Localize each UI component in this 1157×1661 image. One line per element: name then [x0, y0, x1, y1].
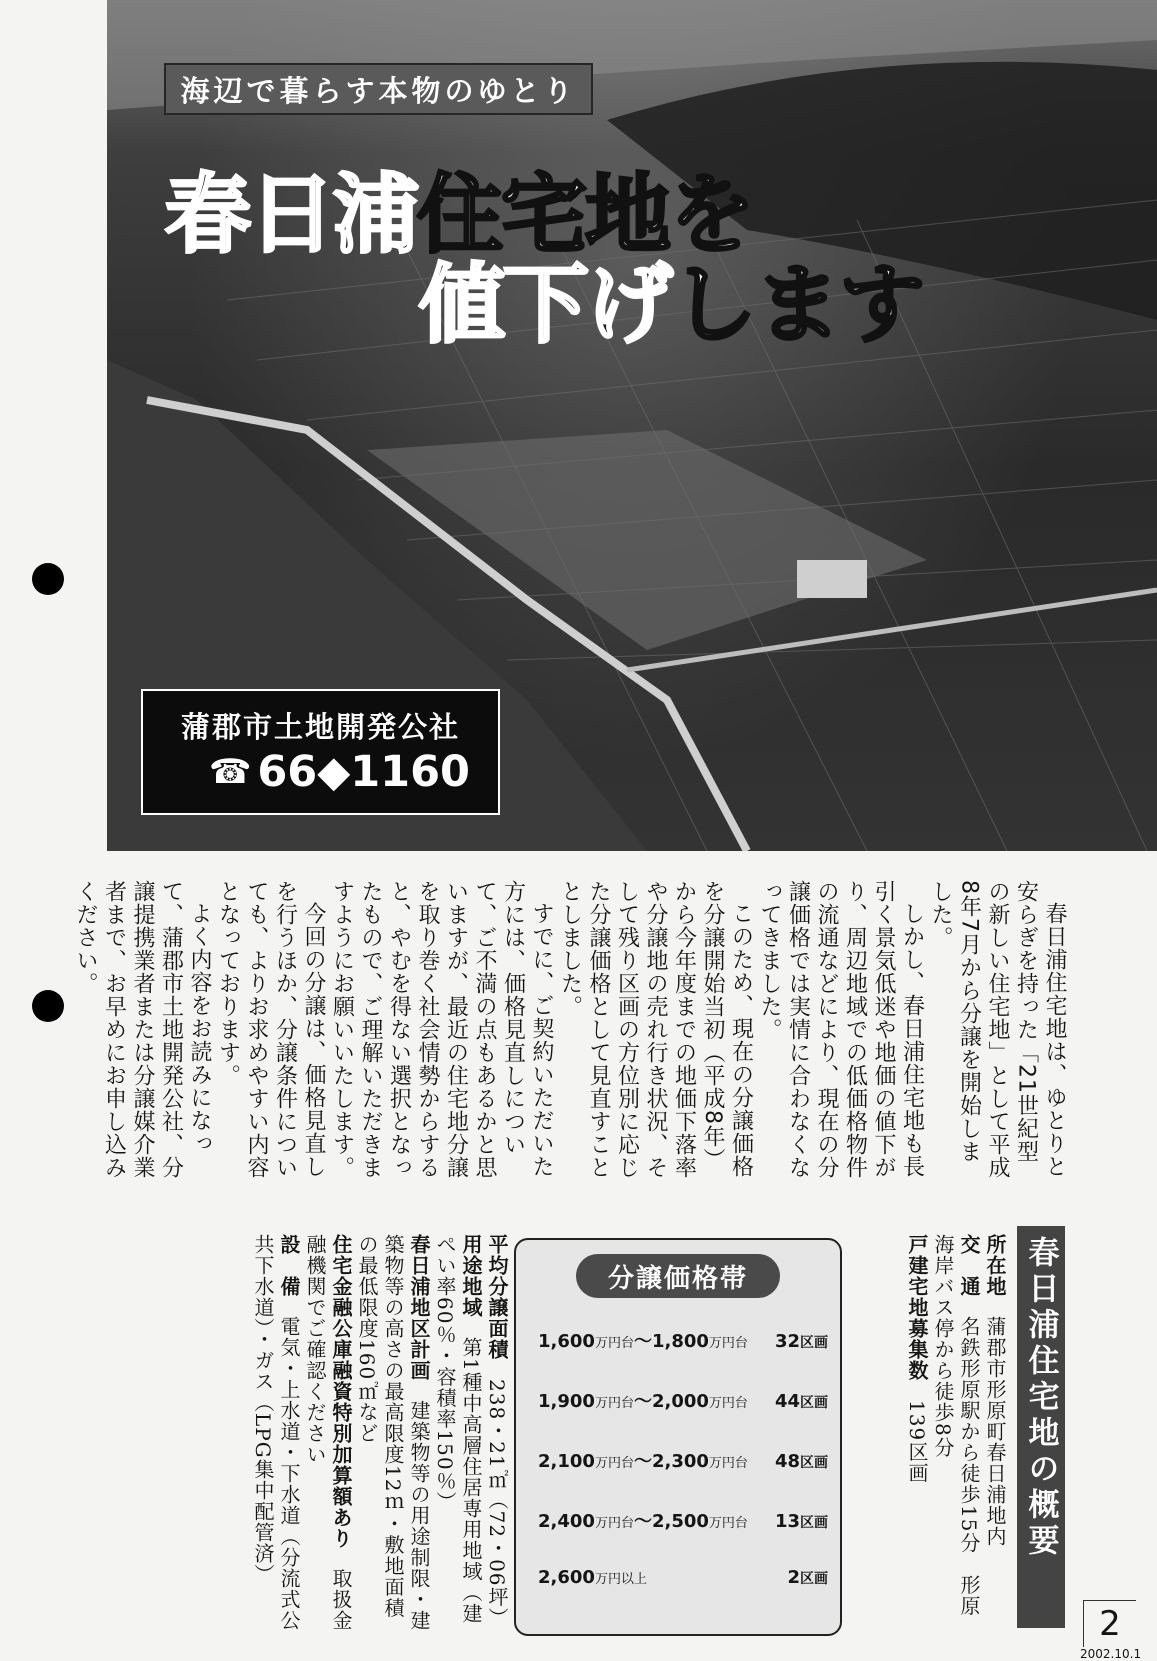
body-paragraph: 春日浦住宅地は、ゆとりと安らぎを持った「21世紀型の新しい住宅地」として平成8年7月から分譲を開始しました。 [928, 880, 1067, 1179]
price-range: 1,900万円台～2,000万円台 [538, 1391, 748, 1412]
overview-item-zoning [432, 1234, 484, 1632]
headline-line-2 [419, 255, 923, 355]
price-range: 1,600万円台～1,800万円台 [538, 1331, 748, 1352]
overview-value: 取扱金融機関でご確認ください [303, 1234, 353, 1632]
overview-item-loan [302, 1234, 354, 1632]
price-box-title: 分譲価格帯 [576, 1254, 780, 1298]
body-paragraph: すでに、ご契約いただいた方には、価格見直しについて、ご不満の点もあるかと思いますが、最近の住宅地分譲を取り巻く社会情勢からすると、やむを得ない選択となったもので、ご理解いただきますようにお願いいたします。 [329, 880, 554, 1179]
headline-line-1 [165, 165, 753, 265]
tagline-banner: 海辺で暮らす本物のゆとり [164, 63, 593, 115]
price-range: 2,600万円以上 [538, 1567, 647, 1588]
overview-label: 戸建宅地募集数 [905, 1234, 929, 1381]
body-paragraph: しかし、春日浦住宅地も長引く景気低迷や地価の値下がり、周辺地域での低価格物件の流通などにより、現在の分譲価格では実情に合わなくなってきました。 [757, 880, 925, 1179]
binder-hole-bottom-icon [32, 990, 64, 1022]
overview-item-location [982, 1234, 1008, 1632]
overview-label: 春日浦地区計画 [407, 1234, 431, 1381]
price-range-box [514, 1238, 842, 1636]
lot-count: 2区画 [787, 1567, 828, 1588]
overview-label: 住宅金融公庫融資特別加算額あり [329, 1234, 353, 1549]
lot-count: 48区画 [774, 1451, 828, 1472]
lot-count: 44区画 [774, 1391, 828, 1412]
overview-title: 春日浦住宅地の概要 [1017, 1226, 1065, 1628]
headline-subject: 住宅地を [417, 165, 753, 265]
overview-value: 名鉄形原駅から徒歩15分 形原海岸バス停から徒歩8分 [931, 1234, 981, 1617]
overview-value: 第1種中高層住居専用地域（建ぺい率60％・容積率150％） [433, 1234, 483, 1625]
overview-label: 所在地 [983, 1234, 1007, 1297]
telephone-number: 66◆1160 [257, 747, 470, 797]
overview-label: 交 通 [957, 1234, 981, 1297]
lot-count: 13区画 [774, 1511, 828, 1532]
issue-date: 2002.10.1 [1080, 1647, 1142, 1661]
binder-hole-top-icon [32, 563, 64, 595]
overview-label: 設 備 [277, 1234, 301, 1297]
overview-item-lots [904, 1234, 930, 1632]
contact-box [141, 689, 500, 815]
headline-place: 春日浦 [165, 165, 417, 265]
overview-value: 139区画 [905, 1400, 929, 1484]
hero-photo [107, 0, 1157, 851]
price-row [538, 1327, 828, 1357]
headline-ending: します [671, 255, 923, 355]
overview-item-access [930, 1234, 982, 1632]
apartment-building [797, 560, 867, 598]
overview-value: 建築物等の用途制限・建築物等の高さの最高限度12ｍ・敷地面積の最低限度160㎡など [355, 1234, 431, 1632]
body-paragraph: このため、現在の分譲価格を分譲開始当初（平成8年）から今年度までの地価下落率や分譲地の売れ行き状況、そして残り区画の方位別に応じた分譲価格として見直すこととしました。 [557, 880, 754, 1179]
body-paragraph: 今回の分譲は、価格見直しを行うほか、分譲条件についても、よりお求めやすい内容となっております。 [215, 880, 326, 1179]
overview-list-right [848, 1234, 1008, 1632]
overview-item-avg-area [484, 1234, 510, 1632]
overview-value: 電気・上水道・下水道（分流式公共下水道）・ガス（LPG集中配管済） [251, 1234, 301, 1632]
overview-value: 蒲郡市形原町春日浦地内 [983, 1316, 1007, 1548]
contact-telephone [209, 747, 470, 797]
headline-action: 値下げ [419, 255, 671, 355]
body-paragraph: よく内容をお読みになって、蒲郡市土地開発公社、分譲提携業者または分譲媒介業者まで、お早めにお申し込みください。 [73, 880, 212, 1179]
price-row [538, 1507, 828, 1537]
telephone-icon: ☎ [209, 752, 252, 792]
overview-label: 平均分譲面積 [485, 1234, 509, 1360]
page-number: 2 [1083, 1600, 1136, 1647]
price-range: 2,100万円台～2,300万円台 [538, 1451, 748, 1472]
overview-item-facilities [250, 1234, 302, 1632]
overview-item-district-plan [354, 1234, 432, 1632]
price-row [538, 1447, 828, 1477]
price-row [538, 1387, 828, 1417]
overview-label: 用途地域 [459, 1234, 483, 1318]
overview-list-left [110, 1234, 510, 1632]
body-text [73, 880, 1068, 1181]
price-range: 2,400万円台～2,500万円台 [538, 1511, 748, 1532]
overview-value: 238・21㎡（72・06坪） [485, 1379, 509, 1629]
lot-count: 32区画 [774, 1331, 828, 1352]
contact-organization: 蒲郡市土地開発公社 [180, 710, 460, 744]
price-row [538, 1567, 828, 1597]
